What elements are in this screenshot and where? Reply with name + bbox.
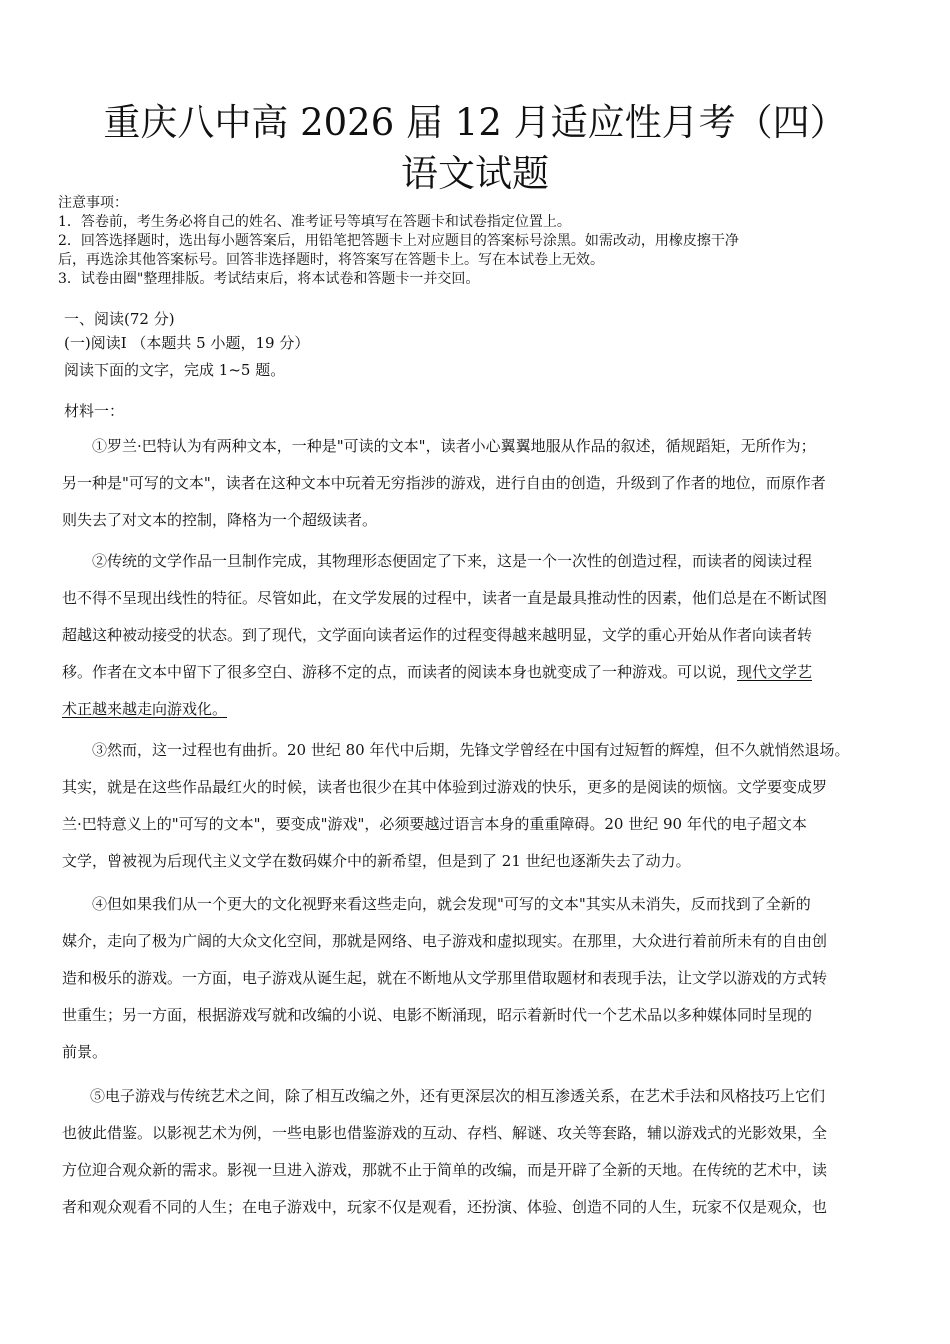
text-line: ②传统的文学作品一旦制作完成，其物理形态便固定了下来，这是一个一次性的创造过程，而读者的阅读过程: [92, 552, 813, 570]
text-line: ⑤电子游戏与传统艺术之间，除了相互改编之外，还有更深层次的相互渗透关系，在艺术手法和风格技巧上它们: [90, 1087, 826, 1105]
notice-heading: 注意事项：: [58, 195, 128, 211]
text-line: 者和观众观看不同的人生；在电子游戏中，玩家不仅是观看，还扮演、体验、创造不同的人生，玩家不仅是观众，也: [62, 1198, 828, 1216]
underlined-text: 术正越来越走向游戏化。: [62, 700, 228, 718]
text-line: ④但如果我们从一个更大的文化视野来看这些走向，就会发现"可写的文本"其实从未消失，反而找到了全新的: [92, 895, 811, 913]
text-line: 另一种是"可写的文本"，读者在这种文本中玩着无穷指涉的游戏，进行自由的创造，升级到了作者的地位，而原作者: [62, 474, 826, 492]
text-line: 前景。: [62, 1043, 108, 1061]
text-line: 兰·巴特意义上的"可写的文本"，要变成"游戏"，必须要越过语言本身的重重障碍。20 世纪 90 年代的电子超文本: [62, 815, 807, 833]
paragraph-3: [62, 732, 894, 880]
exam-title: 重庆八中高 2026 届 12 月适应性月考（四）: [103, 101, 847, 144]
instruction-text: 阅读下面的文字，完成 1~5 题。: [64, 361, 286, 379]
part-heading: 一、阅读(72 分): [64, 310, 175, 328]
text-line: 超越这种被动接受的状态。到了现代，文学面向读者运作的过程变得越来越明显，文学的重心开始从作者向读者转: [62, 626, 813, 644]
paragraph-4: [62, 886, 894, 1071]
text-line: 也不得不呈现出线性的特征。尽管如此，在文学发展的过程中，读者一直是最具推动性的因素，他们总是在不断试图: [62, 589, 828, 607]
subsection-heading: (一)阅读Ⅰ （本题共 5 小题，19 分）: [64, 334, 310, 352]
text-line: 方位迎合观众新的需求。影视一旦进入游戏，那就不止于简单的改编，而是开辟了全新的天地。在传统的艺术中，读: [62, 1161, 828, 1179]
notice-item: 2．回答选择题时，选出每小题答案后，用铅笔把答题卡上对应题目的答案标号涂黑。如需改动，用橡皮擦干净: [58, 233, 739, 249]
text-line: [62, 691, 894, 728]
notice-item: 后，再选涂其他答案标号。回答非选择题时，将答案写在答题卡上。写在本试卷上无效。: [58, 252, 604, 268]
text-segment: 移。作者在文本中留下了很多空白、游移不定的点，而读者的阅读本身也就变成了一种游戏。可以说，: [62, 663, 738, 681]
underlined-text: 现代文学艺: [737, 663, 813, 681]
text-line: ①罗兰·巴特认为有两种文本，一种是"可读的文本"，读者小心翼翼地服从作品的叙述，循规蹈矩，无所作为；: [92, 437, 816, 455]
text-line: ③然而，这一过程也有曲折。20 世纪 80 年代中后期，先锋文学曾经在中国有过短暂的辉煌，但不久就悄然退场。: [92, 741, 850, 759]
paragraph-5: [62, 1078, 894, 1226]
exam-subject: 语文试题: [401, 152, 549, 195]
notice-item: 3．试卷由圈"整理排版。考试结束后，将本试卷和答题卡一并交回。: [58, 271, 480, 287]
text-line: 文学，曾被视为后现代主义文学在数码媒介中的新希望，但是到了 21 世纪也逐渐失去了动力。: [62, 852, 691, 870]
text-line: 则失去了对文本的控制，降格为一个超级读者。: [62, 511, 378, 529]
text-line: 其实，就是在这些作品最红火的时候，读者也很少在其中体验到过游戏的快乐，更多的是阅读的烦恼。文学要变成罗: [62, 778, 828, 796]
text-line: 造和极乐的游戏。一方面，电子游戏从诞生起，就在不断地从文学那里借取题材和表现手法，让文学以游戏的方式转: [62, 969, 828, 987]
text-line: 媒介，走向了极为广阔的大众文化空间，那就是网络、电子游戏和虚拟现实。在那里，大众进行着前所未有的自由创: [62, 932, 828, 950]
paragraph-1: [62, 428, 894, 539]
notice-item: 1．答卷前，考生务必将自己的姓名、准考证号等填写在答题卡和试卷指定位置上。: [58, 214, 571, 230]
notice-block: [58, 194, 908, 289]
text-line: 世重生；另一方面，根据游戏写就和改编的小说、电影不断涌现，昭示着新时代一个艺术品以多种媒体同时呈现的: [62, 1006, 813, 1024]
material-label: 材料一：: [64, 402, 125, 420]
text-line: 也彼此借鉴。以影视艺术为例，一些电影也借鉴游戏的互动、存档、解谜、攻关等套路，辅以游戏式的光影效果，全: [62, 1124, 828, 1142]
paragraph-2: [62, 543, 894, 728]
text-line: [62, 654, 894, 691]
